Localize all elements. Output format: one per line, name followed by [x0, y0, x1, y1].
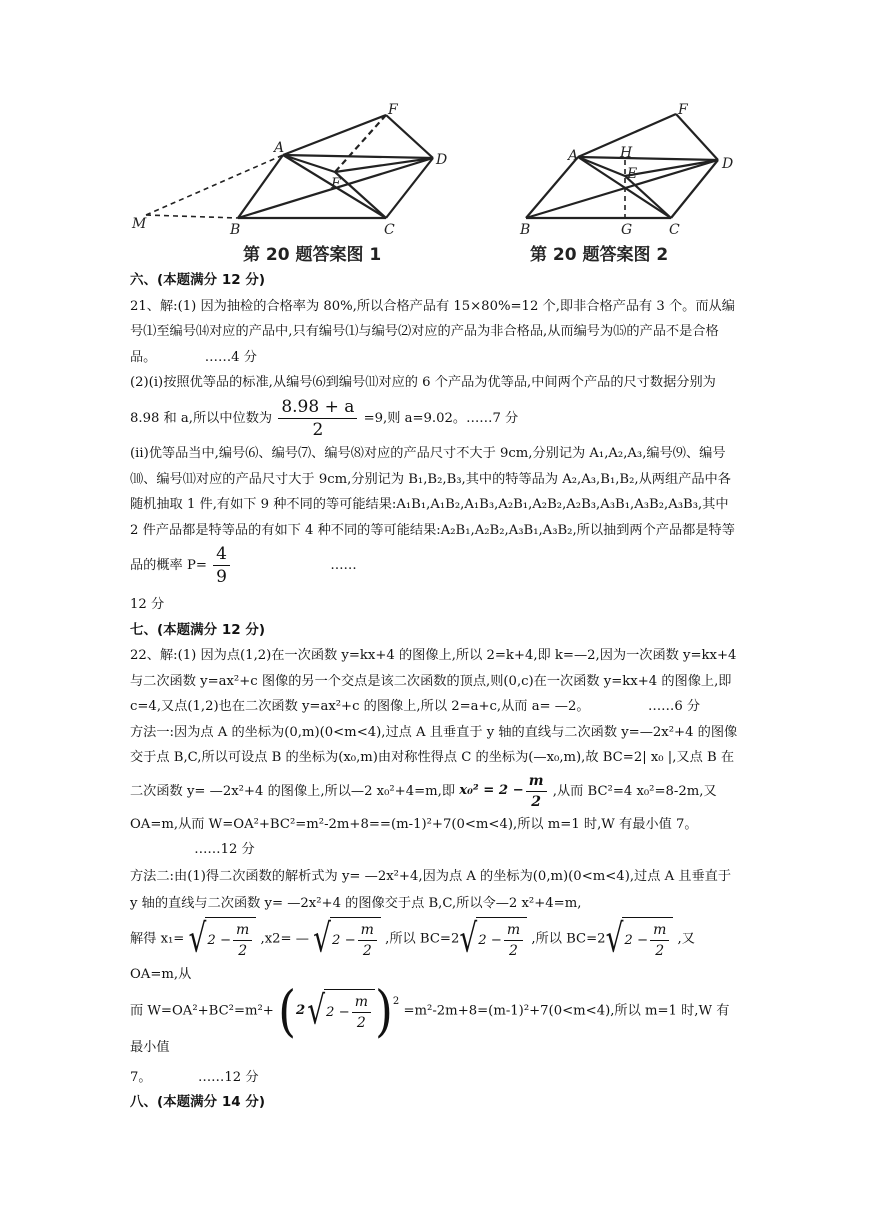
sqrt-bracket-body: 2 −: [326, 1004, 350, 1020]
q21-part3-score: 12 分: [130, 597, 165, 612]
figure-2-caption: 第 20 题答案图 2: [530, 245, 669, 265]
fig2-label-b: B: [520, 222, 531, 238]
sqrt-bracket: √ 2 − $\frac{m}{2}$: [307, 989, 375, 1033]
method-1-score: ……12 分: [194, 842, 255, 857]
q21-part2-text-b: =9,则 a=9.02。: [363, 411, 467, 426]
sqrt-x2: √ 2 − $\frac{m}{2}$: [313, 917, 381, 961]
sqrt-bc2-den: 2: [655, 942, 665, 959]
bracket-coef: 2: [296, 1003, 306, 1018]
method-2-text-a: 方法二:由(1)得二次函数的解析式为 y= —2x²+4,因为点 A 的坐标为(0,m)(0<m<4),过点 A 且垂直于 y 轴的直线与二次函数 y= —2x²+4 的图像交于点 B,C,所以令—2 x²+4=m,: [130, 868, 732, 911]
sqrt-x1-den: 2: [238, 942, 248, 959]
sqrt-x1-num: m: [233, 920, 252, 941]
fig2-label-d: D: [722, 156, 734, 172]
sqrt-bc2: √ 2 − $\frac{m}{2}$: [606, 917, 674, 961]
fig2-label-e: E: [627, 166, 638, 182]
method-1-formula-den: 2: [531, 793, 541, 810]
sqrt-bracket-den: 2: [356, 1014, 366, 1031]
q21-part3-text: (ⅱ)优等品当中,编号⑹、编号⑺、编号⑻对应的产品尺寸不大于 9cm,分别记为 A₁,A₂,A₃,编号⑼、编号⑽、编号⑾对应的产品尺寸大于 9cm,分别记为 B₁,B₂,B₃,其中的特等品为 A₂,A₃,B₁,B₂,从两组产品中各随机抽取 1 件,有如下 9 种不同的等可能结果:A₁B₁,A₁B₂,A₁B₃,A₂B₁,A₂B₂,A₂B₃,A₃B₁,A₃B₂,A₃B₃,其中 2 件产品都是特等品的有如下 4 种不同的等可能结果:A₂B₁,A₂B₂,A₃B₁,A₃B₂,所以抽到两个产品都是特等品的概率 P=: [130, 446, 735, 573]
method-2-w-b: =m²-2m+8=(m-1)²+7(0<m<4),所以 m=1 时,W 有最小值: [130, 1003, 730, 1055]
method-2-end: [130, 1065, 740, 1091]
solution-text: [130, 268, 740, 1116]
method-1-formula-lhs: x₀² = 2 −: [459, 783, 524, 799]
q21-part3: [130, 441, 740, 588]
fig2-label-f: F: [678, 102, 688, 118]
sqrt-bc1-den: 2: [509, 942, 518, 959]
method-2-score: ……12 分: [197, 1069, 259, 1085]
probability-fraction: [213, 543, 230, 588]
method-1-formula: [459, 771, 548, 812]
method-1: [130, 720, 740, 863]
q22-part1-text: 22、解:(1) 因为点(1,2)在一次函数 y=kx+4 的图像上,所以 2=k+4,即 k=—2,因为一次函数 y=kx+4 与二次函数 y=ax²+c 图像的另一个交点是该二次函数的顶点,则(0,c)在一次函数 y=kx+4 的图像上,即 c=4,又点(1,2)也在二次函数 y=ax²+c 的图像上,所以 2=a+c,从而 a= —2。: [130, 648, 737, 714]
q21-part2: [130, 370, 740, 441]
method-2-oa: ,又 OA=m,从: [130, 931, 695, 982]
bracket-exponent: 2: [392, 995, 400, 1007]
fig1-label-e: E: [331, 176, 342, 192]
fig1-label-b: B: [230, 222, 241, 238]
sqrt-bc2-body: 2 −: [624, 932, 649, 948]
method-2-w-a: 而 W=OA²+BC²=m²+: [130, 1003, 274, 1018]
fig1-label-c: C: [384, 222, 395, 238]
q21-part2-score: ……7 分: [466, 411, 519, 426]
median-fraction-numerator: 8.98 + a: [278, 396, 357, 419]
sqrt-x1-body: 2 −: [207, 932, 232, 948]
sqrt-x1: √ 2 − $\frac{m}{2}$: [189, 917, 257, 961]
method-2-x2: ,x2= —: [260, 931, 309, 946]
q21-part1: [130, 294, 740, 371]
method-2-bc2: ,所以 BC=2: [531, 931, 606, 946]
fig2-label-h: H: [620, 145, 633, 161]
sqrt-x2-num: m: [358, 920, 377, 941]
fig1-label-d: D: [436, 152, 448, 168]
section-6-heading: 六、(本题满分 12 分): [130, 272, 266, 288]
sqrt-bc1-num: m: [504, 920, 523, 941]
section-7-heading: 七、(本题满分 12 分): [130, 621, 266, 638]
section-8-heading: 八、(本题满分 14 分): [130, 1094, 266, 1110]
figure-1-caption: 第 20 题答案图 1: [243, 245, 382, 265]
method-1-formula-fraction: [526, 771, 547, 812]
figure-1-diagram: [146, 115, 433, 218]
fig1-label-m: M: [132, 216, 147, 232]
method-2-end-text: 7。: [130, 1069, 152, 1085]
method-2-solve: 解得 x₁=: [130, 931, 185, 946]
fig2-label-c: C: [669, 222, 680, 238]
probability-denominator: 9: [216, 567, 227, 587]
fig1-label-a: A: [274, 140, 285, 156]
sqrt-bc2-num: m: [650, 920, 669, 941]
q21-part3-dots: ……: [330, 558, 357, 573]
sqrt-bracket-num: m: [352, 992, 371, 1013]
probability-numerator: 4: [213, 543, 230, 566]
q22-part1: [130, 643, 740, 720]
q21-part2-text-a: (2)(ⅰ)按照优等品的标准,从编号⑹到编号⑾对应的 6 个产品为优等品,中间两个产品的尺寸数据分别为 8.98 和 a,所以中位数为: [130, 375, 716, 426]
sqrt-x2-body: 2 −: [332, 932, 356, 948]
fig1-label-f: F: [388, 102, 398, 118]
fig2-label-g: G: [621, 222, 633, 238]
q21-part1-text: 21、解:(1) 因为抽检的合格率为 80%,所以合格产品有 15×80%=12 个,即非合格产品有 3 个。而从编号⑴至编号⒁对应的产品中,只有编号⑴与编号⑵对应的产品为非合格品,从而编号为⒂的产品不是合格品。: [130, 298, 735, 365]
method-1-formula-num: m: [526, 771, 547, 792]
method-1-text-b: ,从而 BC²=4 x₀²=8-2m,又 OA=m,从而 W=OA²+BC²=m²-2m+8==(m-1)²+7(0<m<4),所以 m=1 时,W 有最小值 7。: [130, 783, 717, 832]
method-1-text-a: 方法一:因为点 A 的坐标为(0,m)(0<m<4),过点 A 且垂直于 y 轴的直线与二次函数 y=—2x²+4 的图像交于点 B,C,所以可设点 B 的坐标为(x₀,m)由对称性得点 C 的坐标为(—x₀,m),故 BC=2| x₀ |,又点 B 在二次函数 y= —2x²+4 的图像上,所以—2 x₀²+4=m,即: [130, 724, 738, 799]
figures-area: [128, 100, 748, 270]
method-2-bc1: ,所以 BC=2: [385, 931, 460, 946]
q21-part1-score: ……4 分: [204, 349, 257, 365]
sqrt-bc1: √ 2 − $\frac{m}{2}$: [459, 917, 527, 961]
squared-bracket: ( 2 √ 2 − $\frac{m}{2}$ ) 2: [278, 978, 400, 1043]
method-2: [130, 863, 740, 1061]
median-fraction-denominator: 2: [312, 420, 324, 440]
figure-2-diagram: [526, 114, 718, 218]
median-fraction: [278, 396, 357, 441]
q22-part1-score: ……6 分: [647, 699, 701, 714]
sqrt-bc1-body: 2 −: [478, 932, 502, 948]
fig2-label-a: A: [568, 148, 579, 164]
sqrt-x2-den: 2: [362, 942, 372, 959]
